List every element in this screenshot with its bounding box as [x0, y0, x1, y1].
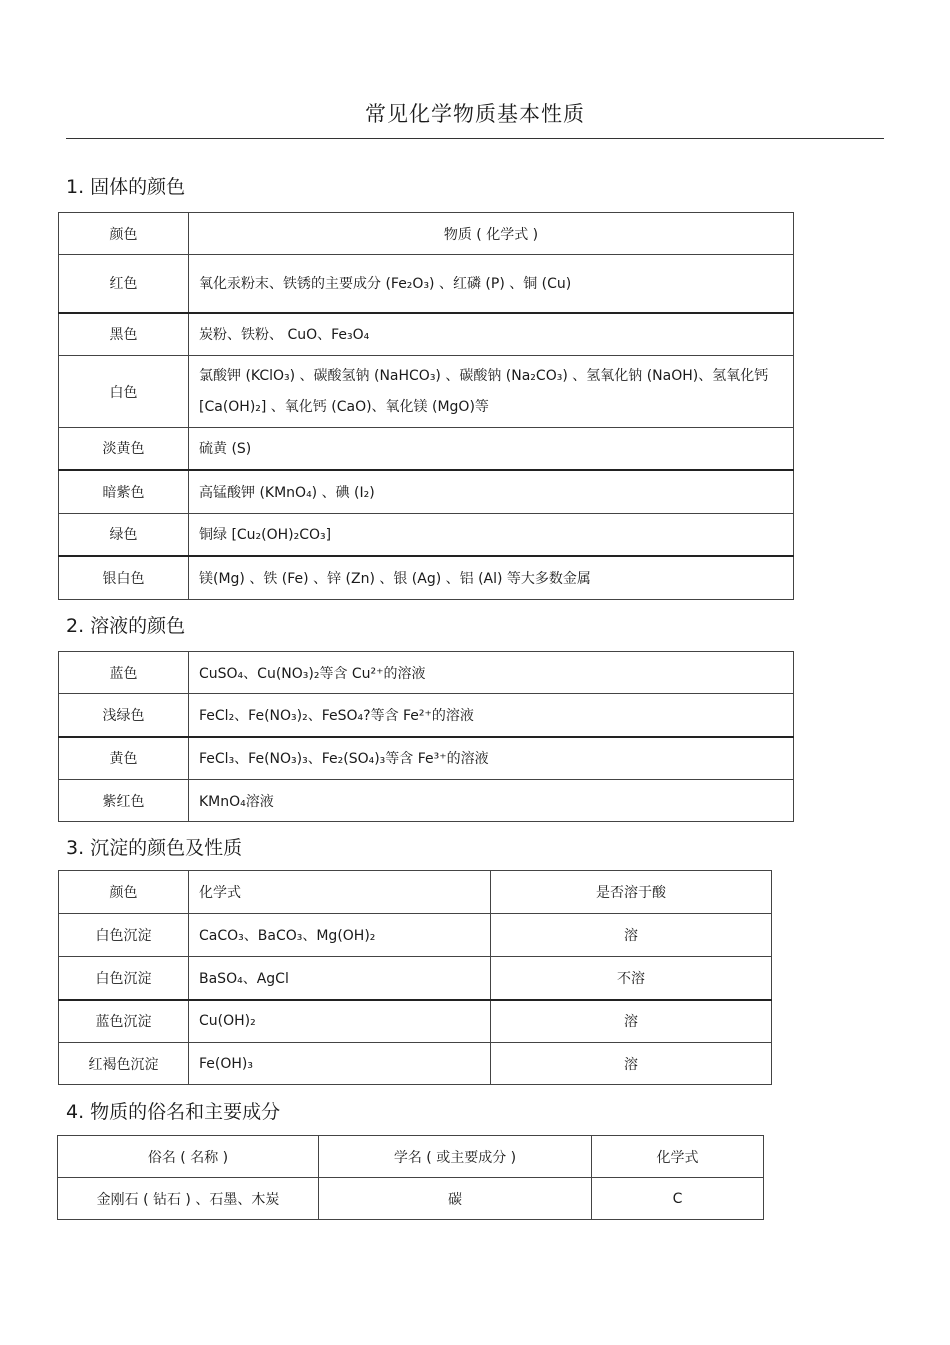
formula-cell: C — [592, 1178, 764, 1220]
table-row — [59, 255, 794, 313]
solution-color-table — [58, 651, 794, 822]
substance-cell: FeCl₃、Fe(NO₃)₃、Fe₂(SO₄)₃等含 Fe³⁺的溶液 — [189, 737, 794, 780]
section-heading-solid: 1. 固体的颜色 — [66, 176, 186, 198]
color-cell: 白色沉淀 — [59, 914, 189, 957]
color-cell: 紫红色 — [59, 780, 189, 822]
color-cell: 黑色 — [59, 313, 189, 356]
substance-cell: 炭粉、铁粉、 CuO、Fe₃O₄ — [189, 313, 794, 356]
color-cell: 白色 — [59, 356, 189, 428]
table-row — [59, 737, 794, 780]
color-cell: 红褐色沉淀 — [59, 1043, 189, 1085]
title-divider — [66, 138, 884, 139]
table-row — [59, 428, 794, 470]
table-row — [59, 1000, 772, 1043]
section-heading-precipitate: 3. 沉淀的颜色及性质 — [66, 837, 243, 859]
table-row — [59, 356, 794, 428]
header-cell: 化学式 — [592, 1136, 764, 1178]
solid-color-table — [58, 212, 794, 600]
precipitate-table — [58, 870, 772, 1085]
table-row — [59, 470, 794, 514]
table-row — [59, 652, 794, 694]
table-row — [59, 957, 772, 1000]
color-cell: 黄色 — [59, 737, 189, 780]
substance-cell: 铜绿 [Cu₂(OH)₂CO₃] — [189, 514, 794, 556]
table-header-row — [59, 871, 772, 914]
scientific-name-cell: 碳 — [319, 1178, 592, 1220]
table-row — [59, 780, 794, 822]
color-cell: 银白色 — [59, 556, 189, 600]
table-header-row — [58, 1136, 764, 1178]
substance-cell: 硫黄 (S) — [189, 428, 794, 470]
table-row — [59, 914, 772, 957]
acid-solubility-cell: 溶 — [491, 1000, 772, 1043]
substance-cell: 氯酸钾 (KClO₃) 、碳酸氢钠 (NaHCO₃) 、碳酸钠 (Na₂CO₃) 、氢氧化钠 (NaOH)、氢氧化钙[Ca(OH)₂] 、氧化钙 (CaO)、氧化镁 (MgO)等 — [189, 356, 794, 428]
substance-cell: 镁(Mg) 、铁 (Fe) 、锌 (Zn) 、银 (Ag) 、铝 (Al) 等大多数金属 — [189, 556, 794, 600]
formula-cell: Cu(OH)₂ — [189, 1000, 491, 1043]
color-cell: 暗紫色 — [59, 470, 189, 514]
table-header-row — [59, 213, 794, 255]
section-heading-solution: 2. 溶液的颜色 — [66, 615, 186, 637]
table-row — [59, 1043, 772, 1085]
table-row — [59, 556, 794, 600]
header-cell: 颜色 — [59, 871, 189, 914]
color-cell: 淡黄色 — [59, 428, 189, 470]
color-cell: 蓝色沉淀 — [59, 1000, 189, 1043]
header-cell: 颜色 — [59, 213, 189, 255]
common-names-table — [57, 1135, 764, 1220]
color-cell: 蓝色 — [59, 652, 189, 694]
substance-cell: CuSO₄、Cu(NO₃)₂等含 Cu²⁺的溶液 — [189, 652, 794, 694]
header-cell: 化学式 — [189, 871, 491, 914]
acid-solubility-cell: 不溶 — [491, 957, 772, 1000]
acid-solubility-cell: 溶 — [491, 914, 772, 957]
formula-cell: Fe(OH)₃ — [189, 1043, 491, 1085]
table-row — [59, 313, 794, 356]
color-cell: 绿色 — [59, 514, 189, 556]
substance-cell: KMnO₄溶液 — [189, 780, 794, 822]
section-heading-names: 4. 物质的俗名和主要成分 — [66, 1101, 281, 1123]
table-row — [58, 1178, 764, 1220]
substance-cell: FeCl₂、Fe(NO₃)₂、FeSO₄?等含 Fe²⁺的溶液 — [189, 694, 794, 737]
color-cell: 红色 — [59, 255, 189, 313]
substance-cell: 氧化汞粉末、铁锈的主要成分 (Fe₂O₃) 、红磷 (P) 、铜 (Cu) — [189, 255, 794, 313]
header-cell: 俗名 ( 名称 ) — [58, 1136, 319, 1178]
table-row — [59, 514, 794, 556]
header-cell: 是否溶于酸 — [491, 871, 772, 914]
page-title: 常见化学物质基本性质 — [365, 102, 585, 126]
common-name-cell: 金刚石 ( 钻石 ) 、石墨、木炭 — [58, 1178, 319, 1220]
color-cell: 白色沉淀 — [59, 957, 189, 1000]
table-row — [59, 694, 794, 737]
formula-cell: BaSO₄、AgCl — [189, 957, 491, 1000]
color-cell: 浅绿色 — [59, 694, 189, 737]
header-cell: 物质 ( 化学式 ) — [189, 213, 794, 255]
acid-solubility-cell: 溶 — [491, 1043, 772, 1085]
formula-cell: CaCO₃、BaCO₃、Mg(OH)₂ — [189, 914, 491, 957]
header-cell: 学名 ( 或主要成分 ) — [319, 1136, 592, 1178]
substance-cell: 高锰酸钾 (KMnO₄) 、碘 (I₂) — [189, 470, 794, 514]
